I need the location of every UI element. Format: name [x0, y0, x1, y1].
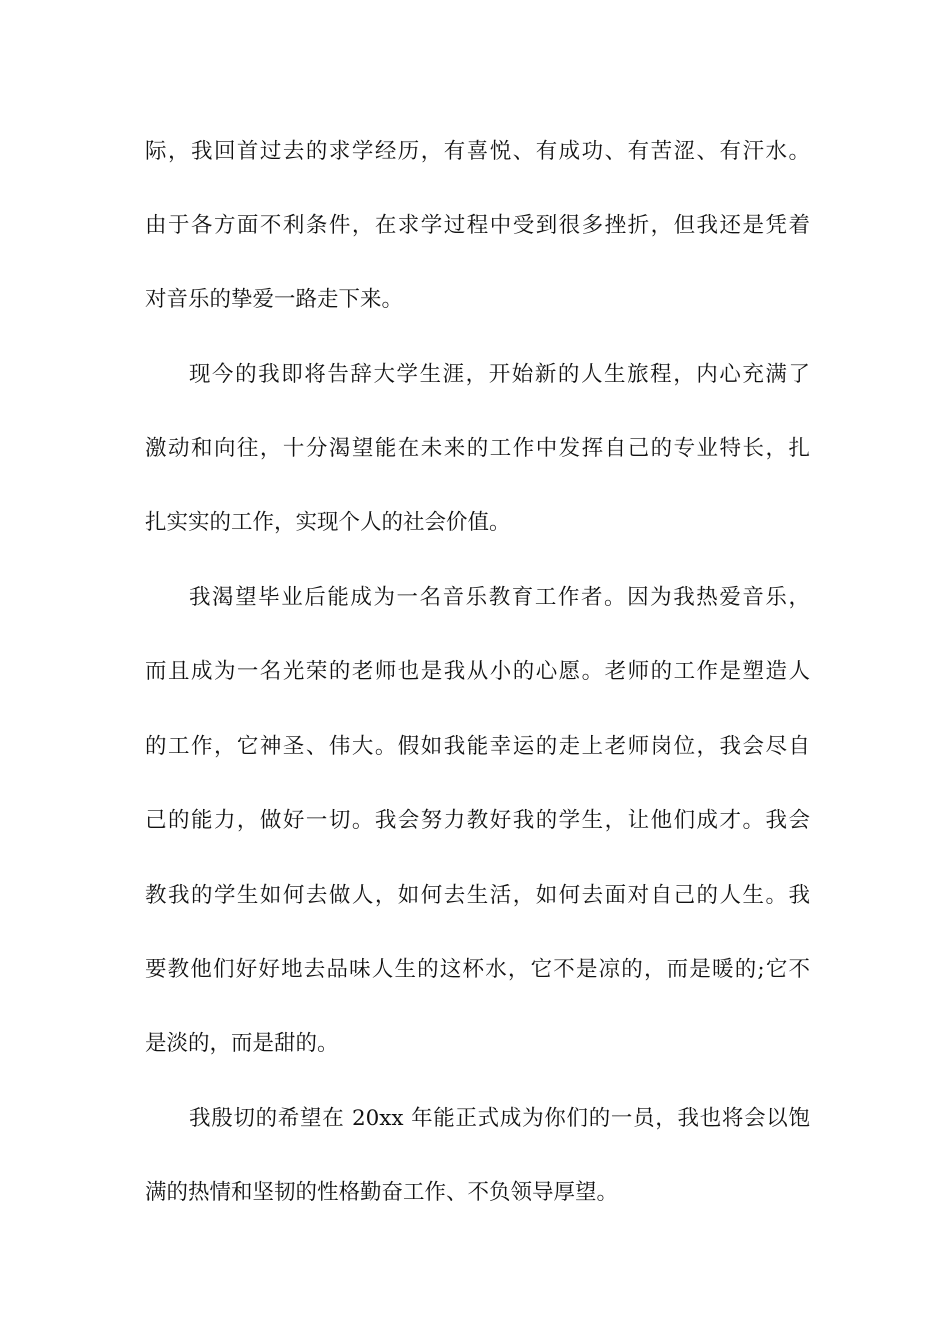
text-line-1: 际，我回首过去的求学经历，有喜悦、有成功、有苦涩、有汗水。	[145, 139, 810, 164]
text-line-13: 是淡的，而是甜的。	[145, 1031, 339, 1056]
text-line-5: 激动和向往，十分渴望能在未来的工作中发挥自己的专业特长，扎	[145, 436, 810, 461]
text-line-15: 满的热情和坚韧的性格勤奋工作、不负领导厚望。	[145, 1180, 619, 1205]
text-line-3: 对音乐的挚爱一路走下来。	[145, 287, 404, 312]
text-line-12: 要教他们好好地去品味人生的这杯水，它不是凉的，而是暖的;它不	[145, 957, 810, 982]
text-line-7: 我渴望毕业后能成为一名音乐教育工作者。因为我热爱音乐，	[189, 585, 810, 610]
text-line-10: 己的能力，做好一切。我会努力教好我的学生，让他们成才。我会	[145, 808, 810, 833]
text-line-9: 的工作，它神圣、伟大。假如我能幸运的走上老师岗位，我会尽自	[145, 734, 810, 759]
text-line-8: 而且成为一名光荣的老师也是我从小的心愿。老师的工作是塑造人	[145, 659, 810, 684]
text-line-6: 扎实实的工作，实现个人的社会价值。	[145, 510, 511, 535]
text-line-11: 教我的学生如何去做人，如何去生活，如何去面对自己的人生。我	[145, 883, 810, 908]
text-line-2: 由于各方面不利条件，在求学过程中受到很多挫折，但我还是凭着	[145, 213, 810, 238]
text-line-14: 我殷切的希望在 20xx 年能正式成为你们的一员，我也将会以饱	[189, 1106, 810, 1131]
text-line-4: 现今的我即将告辞大学生涯，开始新的人生旅程，内心充满了	[189, 362, 810, 387]
